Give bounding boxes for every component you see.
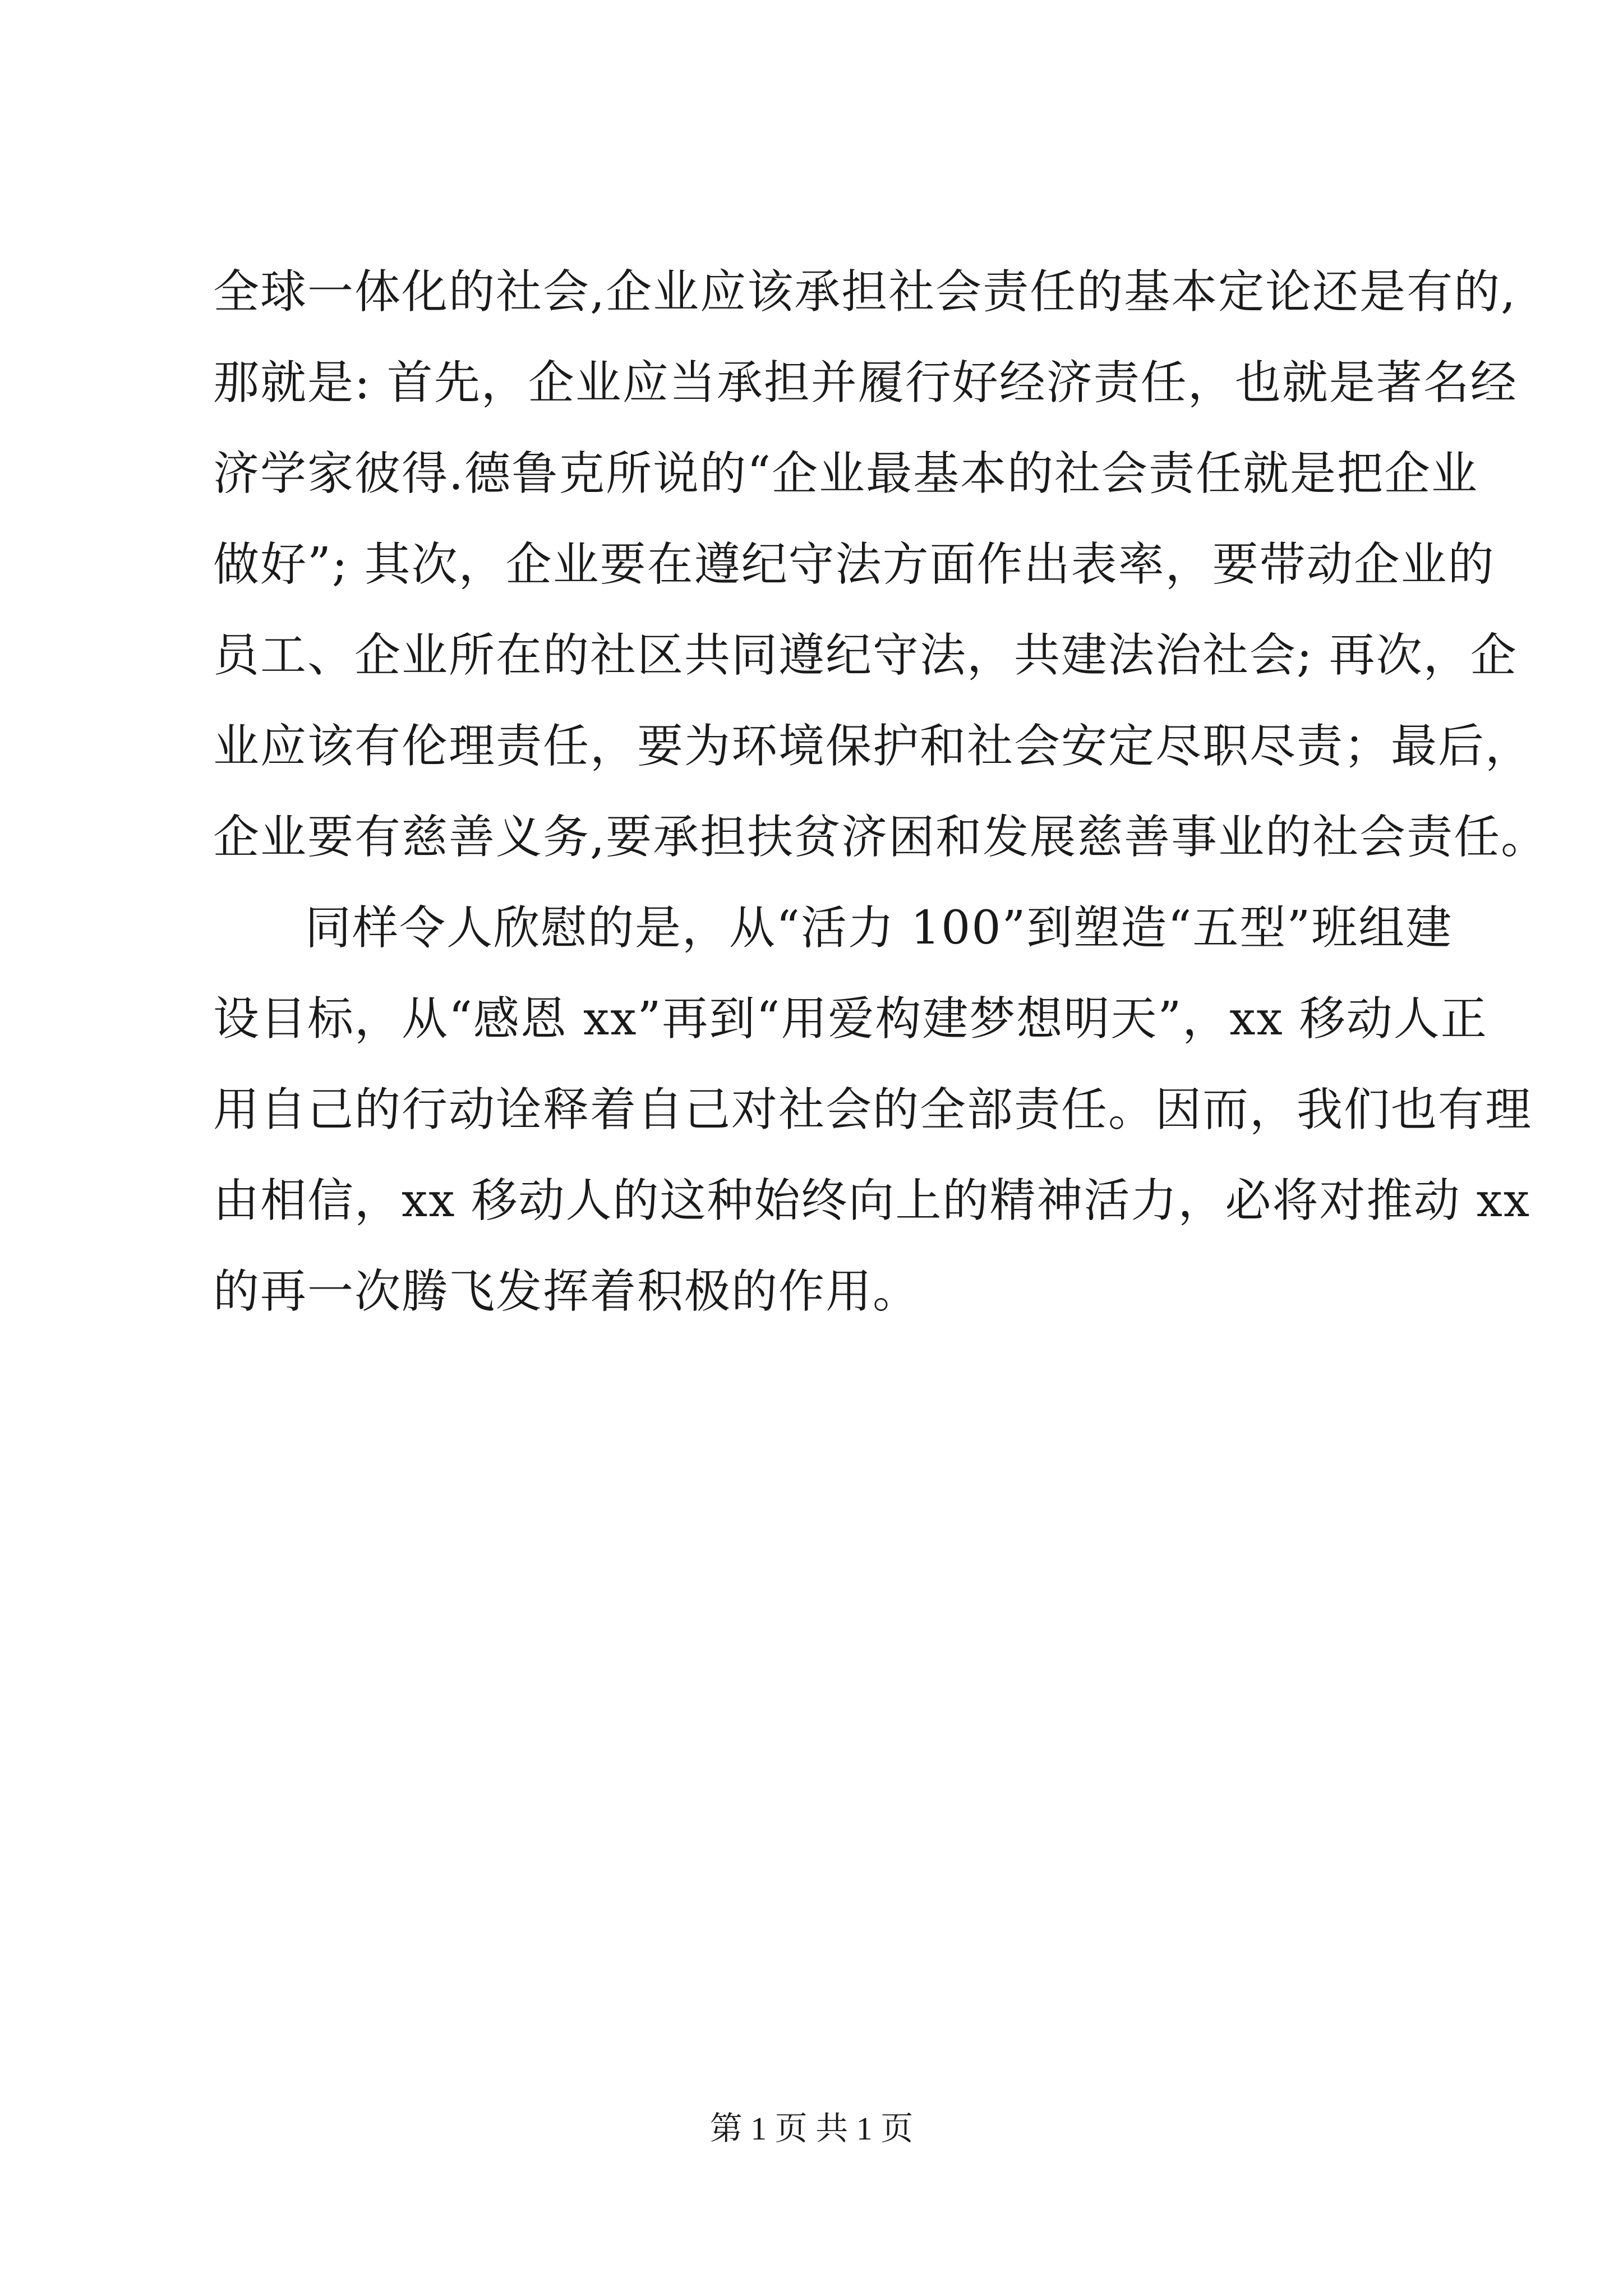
document-body	[213, 247, 1548, 1337]
text-line: 业应该有伦理责任，要为环境保护和社会安定尽职尽责；最后，	[213, 720, 1533, 773]
paragraph-2	[213, 883, 1533, 1337]
text-line: 企业要有慈善义务,要承担扶贫济困和发展慈善事业的社会责任。	[213, 811, 1548, 864]
page-number-footer: 第 1 页 共 1 页	[709, 2110, 914, 2147]
text-line: 设目标，从“感恩 xx”再到“用爱构建梦想明天”，xx 移动人正	[213, 992, 1488, 1046]
text-line: 济学家彼得.德鲁克所说的“企业最基本的社会责任就是把企业	[213, 447, 1478, 500]
text-line: 的再一次腾飞发挥着积极的作用。	[213, 1265, 920, 1318]
text-line: 做好”; 其次，企业要在遵纪守法方面作出表率，要带动企业的	[213, 538, 1495, 591]
text-line: 全球一体化的社会,企业应该承担社会责任的基本定论还是有的,	[213, 265, 1517, 319]
text-line: 同样令人欣慰的是，从“活力 100”到塑造“五型”班组建	[305, 901, 1453, 955]
text-line: 员工、企业所在的社区共同遵纪守法，共建法治社会; 再次，企	[213, 629, 1518, 682]
paragraph-1	[213, 247, 1548, 883]
text-line: 那就是: 首先，企业应当承担并履行好经济责任，也就是著名经	[213, 356, 1518, 409]
text-line: 由相信，xx 移动人的这种始终向上的精神活力，必将对推动 xx	[213, 1174, 1531, 1227]
text-line: 用自己的行动诠释着自己对社会的全部责任。因而，我们也有理	[213, 1083, 1533, 1137]
